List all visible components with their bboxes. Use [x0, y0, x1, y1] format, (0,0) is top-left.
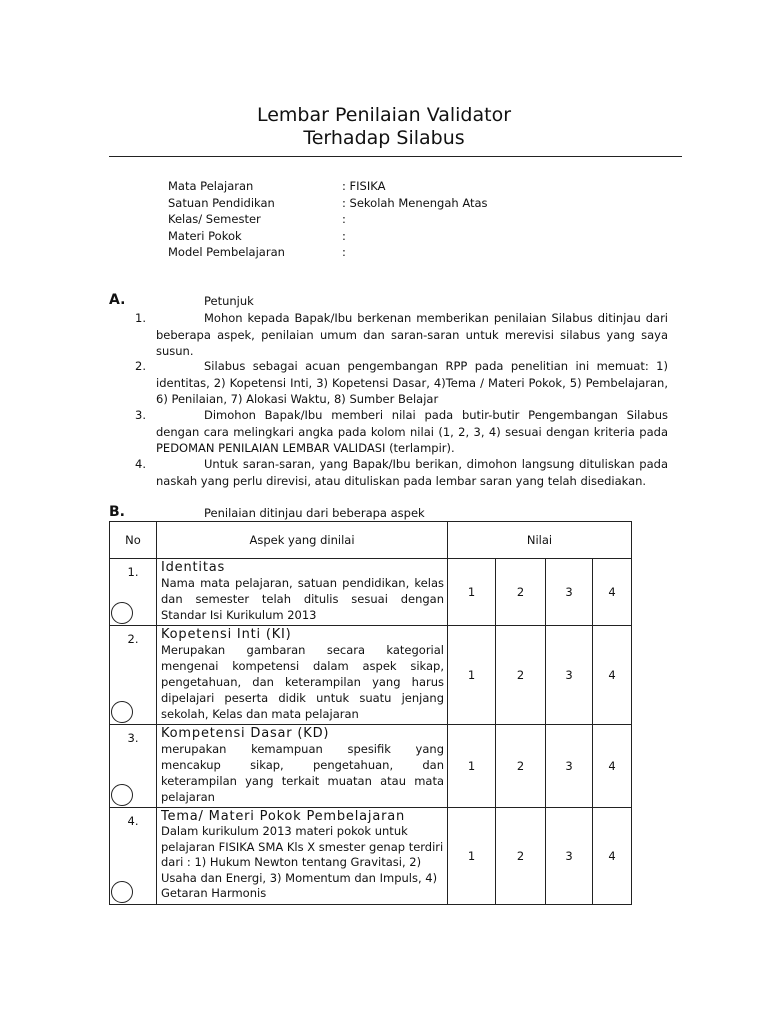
table-row: [110, 808, 632, 905]
aspect-description: Nama mata pelajaran, satuan pendidikan, kelas dan semester telah ditulis sesuai dengan Standar Isi Kurikulum 2013: [161, 576, 444, 622]
info-label: Kelas/ Semester: [168, 212, 261, 226]
info-value: : FISIKA: [342, 179, 386, 193]
header-nilai: Nilai: [448, 522, 632, 559]
aspect-description: Merupakan gambaran secara kategorial mengenai kompetensi dalam aspek sikap, pengetahuan, dan keterampilan yang harus dipelajari peserta didik untuk suatu jenjang sekolah, Kelas dan mata pelajaran: [161, 643, 444, 721]
instruction-text: Mohon kepada Bapak/Ibu berkenan memberikan penilaian Silabus ditinjau dari beberapa aspek, penilaian umum dan saran-saran untuk merevisi silabus yang saya susun.: [156, 311, 668, 358]
title-divider: [109, 156, 682, 157]
aspect-heading: Kompetensi Dasar (KD): [161, 726, 330, 741]
circle-mark[interactable]: [111, 602, 133, 624]
instruction-number: 1.: [135, 311, 146, 325]
row-number: 1.: [127, 565, 139, 579]
score-option[interactable]: 2: [496, 725, 546, 808]
row-number-cell: [110, 559, 157, 626]
table-header-row: [110, 522, 632, 559]
instruction-number: 2.: [135, 359, 146, 373]
score-option[interactable]: 3: [546, 808, 593, 905]
score-option[interactable]: 1: [448, 559, 496, 626]
score-option[interactable]: 1: [448, 626, 496, 725]
instruction-number: 4.: [135, 457, 146, 471]
info-value: :: [342, 228, 346, 243]
info-value: :: [342, 212, 346, 226]
section-a-letter: A.: [109, 292, 126, 308]
instruction-text: Untuk saran-saran, yang Bapak/Ibu berikan, dimohon langsung dituliskan pada naskah yang perlu direvisi, atau dituliskan pada lembar saran yang telah disediakan.: [156, 457, 668, 488]
aspect-heading: Identitas: [161, 560, 226, 575]
aspect-heading: Kopetensi Inti (KI): [161, 627, 292, 642]
score-option[interactable]: 3: [546, 559, 593, 626]
score-option[interactable]: 2: [496, 559, 546, 626]
instruction-number: 3.: [135, 408, 146, 422]
score-option[interactable]: 4: [593, 559, 632, 626]
instruction-text: Silabus sebagai acuan pengembangan RPP pada penelitian ini memuat: 1) identitas, 2) Kopetensi Inti, 3) Kopetensi Dasar, 4)Tema / Materi Pokok, 5) Pembelajaran, 6) Penilaian, 7) Alokasi Waktu, 8) Sumber Belajar: [156, 359, 668, 406]
section-a-title: Petunjuk: [204, 294, 254, 308]
row-number: 3.: [127, 731, 139, 745]
info-label: Satuan Pendidikan: [168, 195, 275, 210]
row-number-cell: [110, 808, 157, 905]
row-number-cell: [110, 626, 157, 725]
aspect-cell: [157, 626, 448, 725]
score-option[interactable]: 1: [448, 808, 496, 905]
header-no: No: [110, 522, 157, 559]
aspect-cell: [157, 559, 448, 626]
section-b-title: Penilaian ditinjau dari beberapa aspek: [204, 506, 425, 520]
score-option[interactable]: 4: [593, 725, 632, 808]
score-option[interactable]: 2: [496, 626, 546, 725]
score-option[interactable]: 4: [593, 626, 632, 725]
aspect-description: Dalam kurikulum 2013 materi pokok untuk pelajaran FISIKA SMA Kls X smester genap terdiri dari : 1) Hukum Newton tentang Gravitasi, 2) Usaha dan Energi, 3) Momentum dan Impuls, 4) Getaran Harmonis: [161, 824, 444, 900]
table-row: [110, 725, 632, 808]
aspect-description: merupakan kemampuan spesifik yang mencakup sikap, pengetahuan, dan keterampilan yang terkait muatan atau mata pelajaran: [161, 742, 444, 804]
score-option[interactable]: 3: [546, 725, 593, 808]
aspect-cell: [157, 725, 448, 808]
info-value: :: [342, 245, 346, 259]
score-option[interactable]: 3: [546, 626, 593, 725]
circle-mark[interactable]: [111, 784, 133, 806]
document-title-line2: Terhadap Silabus: [303, 127, 465, 149]
table-row: [110, 559, 632, 626]
header-aspek: Aspek yang dinilai: [157, 522, 448, 559]
aspect-cell: [157, 808, 448, 905]
table-row: [110, 626, 632, 725]
row-number: 4.: [127, 814, 139, 828]
aspect-heading: Tema/ Materi Pokok Pembelajaran: [161, 809, 406, 824]
info-label: Materi Pokok: [168, 228, 242, 243]
row-number: 2.: [127, 632, 139, 646]
circle-mark[interactable]: [111, 701, 133, 723]
info-value: : Sekolah Menengah Atas: [342, 195, 488, 210]
info-label: Mata Pelajaran: [168, 179, 254, 193]
row-number-cell: [110, 725, 157, 808]
assessment-table: [109, 521, 632, 905]
instruction-text: Dimohon Bapak/Ibu memberi nilai pada butir-butir Pengembangan Silabus dengan cara melingkari angka pada kolom nilai (1, 2, 3, 4) sesuai dengan kriteria pada PEDOMAN PENILAIAN LEMBAR VALIDASI (terlampir).: [156, 408, 668, 455]
score-option[interactable]: 1: [448, 725, 496, 808]
info-label: Model Pembelajaran: [168, 245, 285, 259]
circle-mark[interactable]: [111, 881, 133, 903]
document-title-line1: Lembar Penilaian Validator: [256, 104, 512, 126]
score-option[interactable]: 4: [593, 808, 632, 905]
score-option[interactable]: 2: [496, 808, 546, 905]
section-b-letter: B.: [109, 504, 125, 520]
